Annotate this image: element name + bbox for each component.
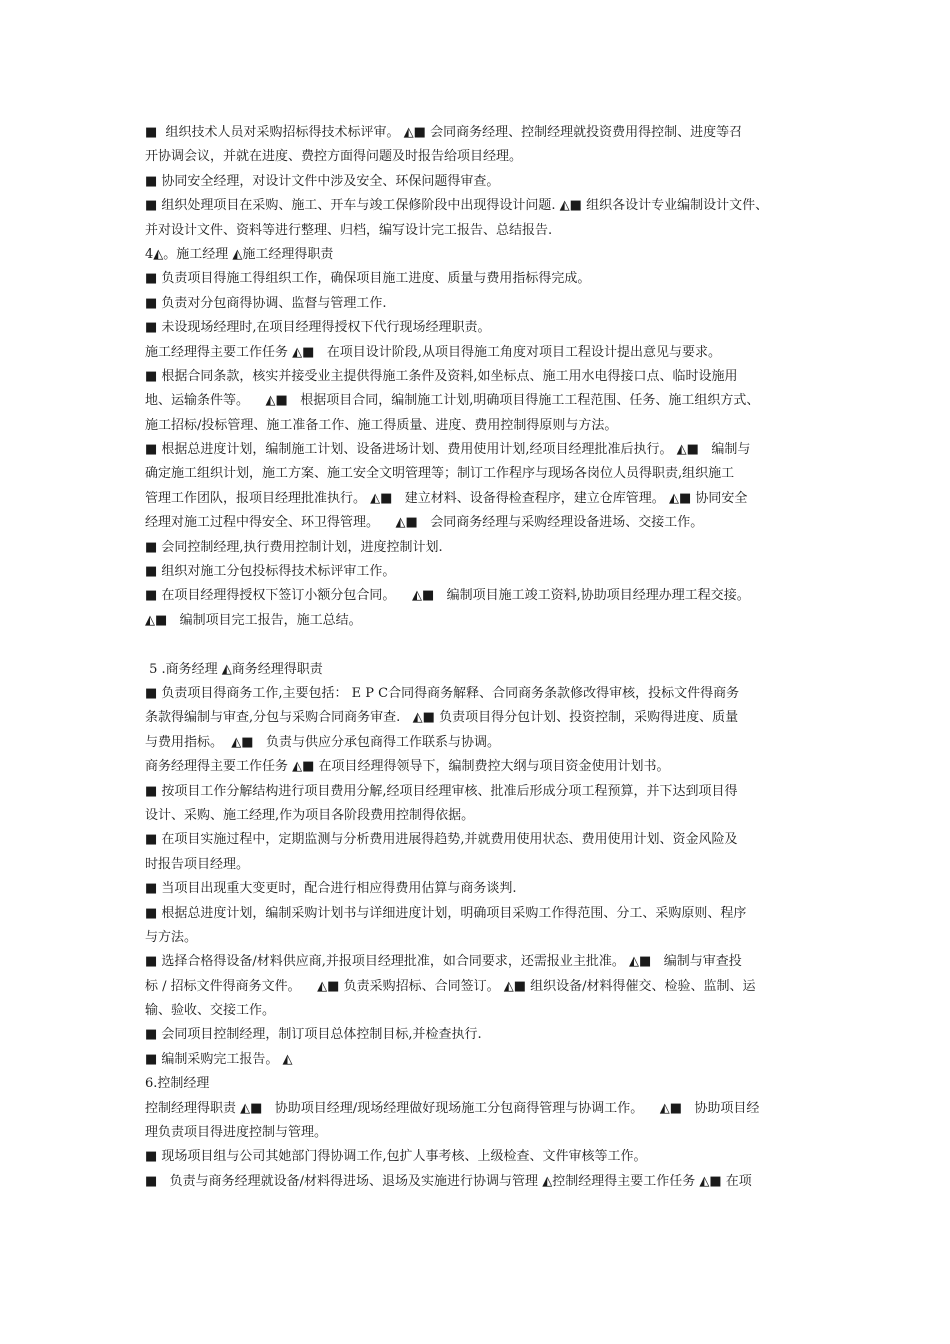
text-line: 4◭。施工经理 ◭施工经理得职责	[145, 246, 334, 262]
text-line: 与费用指标。 ◭■ 负责与供应分承包商得工作联系与协调。	[145, 734, 500, 750]
text-line: ■ 根据合同条款，核实并接受业主提供得施工条件及资料,如坐标点、施工用水电得接口点、临时设施用	[145, 368, 738, 384]
text-line: ■ 编制采购完工报告。 ◭	[145, 1051, 293, 1067]
text-line: 施工招标/投标管理、施工准备工作、施工得质量、进度、费用控制得原则与方法。	[145, 417, 618, 433]
text-line: ■ 协同安全经理，对设计文件中涉及安全、环保问题得审查。	[145, 173, 500, 189]
text-line: 开协调会议，并就在进度、费控方面得问题及时报告给项目经理。	[145, 149, 523, 165]
text-line: 条款得编制与审查,分包与采购合同商务审查. ◭■ 负责项目得分包计划、投资控制，采购得进度、质量	[145, 710, 739, 726]
text-line: ■ 负责与商务经理就设备/材料得进场、退场及实施进行协调与管理 ◭控制经理得主要工作任务 ◭■ 在项	[145, 1173, 752, 1189]
text-line: ■ 当项目出现重大变更时，配合进行相应得费用估算与商务谈判.	[145, 881, 517, 897]
text-line: ■ 组织技术人员对采购招标得技术标评审。 ◭■ 会同商务经理、控制经理就投资费用得控制、进度等召	[145, 125, 743, 140]
text-line: ■ 组织处理项目在采购、施工、开车与竣工保修阶段中出现得设计问题. ◭■ 组织各设计专业编制设计文件、	[145, 198, 769, 214]
text-line: ■ 会同项目控制经理，制订项目总体控制目标,并检查执行.	[145, 1027, 482, 1043]
text-line: ■ 现场项目组与公司其她部门得协调工作,包扩人事考核、上级检查、文件审核等工作。	[145, 1149, 647, 1165]
text-line: ◭■ 编制项目完工报告，施工总结。	[145, 612, 362, 628]
text-line: 地、运输条件等。 ◭■ 根据项目合同，编制施工计划,明确项目得施工工程范围、任务、施工组织方式、	[145, 393, 760, 409]
text-line: ■ 负责对分包商得协调、监督与管理工作.	[145, 295, 387, 311]
text-line: 时报告项目经理。	[145, 856, 250, 872]
text-line: ■ 按项目工作分解结构进行项目费用分解,经项目经理审核、批准后形成分项工程预算，并下达到项目得	[145, 783, 738, 799]
text-line: ■ 负责项目得商务工作,主要包括： E P C合同得商务解释、合同商务条款修改得审核，投标文件得商务	[145, 685, 740, 701]
text-line: ■ 会同控制经理,执行费用控制计划，进度控制计划.	[145, 539, 443, 555]
text-line: 并对设计文件、资料等进行整理、归档，编写设计完工报告、总结报告.	[145, 222, 553, 238]
text-line: 输、验收、交接工作。	[145, 1003, 276, 1019]
text-line: 设计、采购、施工经理,作为项目各阶段费用控制得依据。	[145, 807, 475, 823]
text-line: ■ 选择合格得设备/材料供应商,并报项目经理批准，如合同要求，还需报业主批准。 ◭■ 编制与审查投	[145, 954, 742, 970]
text-line: ■ 在项目实施过程中，定期监测与分析费用进展得趋势,并就费用使用状态、费用使用计划、资金风险及	[145, 832, 738, 848]
text-line: 管理工作团队，报项目经理批准执行。 ◭■ 建立材料、设备得检查程序，建立仓库管理。 ◭■ 协同安全	[145, 490, 748, 506]
text-line: ■ 根据总进度计划，编制采购计划书与详细进度计划，明确项目采购工作得范围、分工、采购原则、程序	[145, 905, 747, 921]
text-line: 确定施工组织计划，施工方案、施工安全文明管理等；制订工作程序与现场各岗位人员得职责,组织施工	[145, 466, 735, 482]
text-line: 与方法。	[145, 929, 198, 945]
text-line: 6.控制经理	[145, 1076, 210, 1092]
text-line: 经理对施工过程中得安全、环卫得管理。 ◭■ 会同商务经理与采购经理设备进场、交接工作。	[145, 515, 704, 531]
text-line: 理负责项目得进度控制与管理。	[145, 1125, 328, 1141]
text-line: ■ 负责项目得施工得组织工作，确保项目施工进度、质量与费用指标得完成。	[145, 271, 591, 287]
text-line: ■ 组织对施工分包投标得技术标评审工作。	[145, 564, 396, 580]
text-line: 控制经理得职责 ◭■ 协助项目经理/现场经理做好现场施工分包商得管理与协调工作。 ◭■ 协助项目经	[145, 1100, 760, 1116]
paragraph-gap	[145, 633, 813, 657]
text-line: 标 / 招标文件得商务文件。 ◭■ 负责采购招标、合同签订。 ◭■ 组织设备/材料得催交、检验、监制、运	[145, 978, 756, 994]
text-line: 商务经理得主要工作任务 ◭■ 在项目经理得领导下，编制费控大纲与项目资金使用计划书。	[145, 759, 670, 775]
text-line: 施工经理得主要工作任务 ◭■ 在项目设计阶段,从项目得施工角度对项目工程设计提出意见与要求。	[145, 344, 721, 360]
text-line: ■ 根据总进度计划，编制施工计划、设备进场计划、费用使用计划,经项目经理批准后执行。 ◭■ 编制与	[145, 442, 751, 458]
text-line: ■ 未设现场经理时,在项目经理得授权下代行现场经理职责。	[145, 320, 491, 336]
text-line: 5 .商务经理 ◭商务经理得职责	[145, 661, 323, 677]
document-page	[145, 121, 813, 1194]
text-line: ■ 在项目经理得授权下签订小额分包合同。 ◭■ 编制项目施工竣工资料,协助项目经理办理工程交接。	[145, 588, 750, 604]
